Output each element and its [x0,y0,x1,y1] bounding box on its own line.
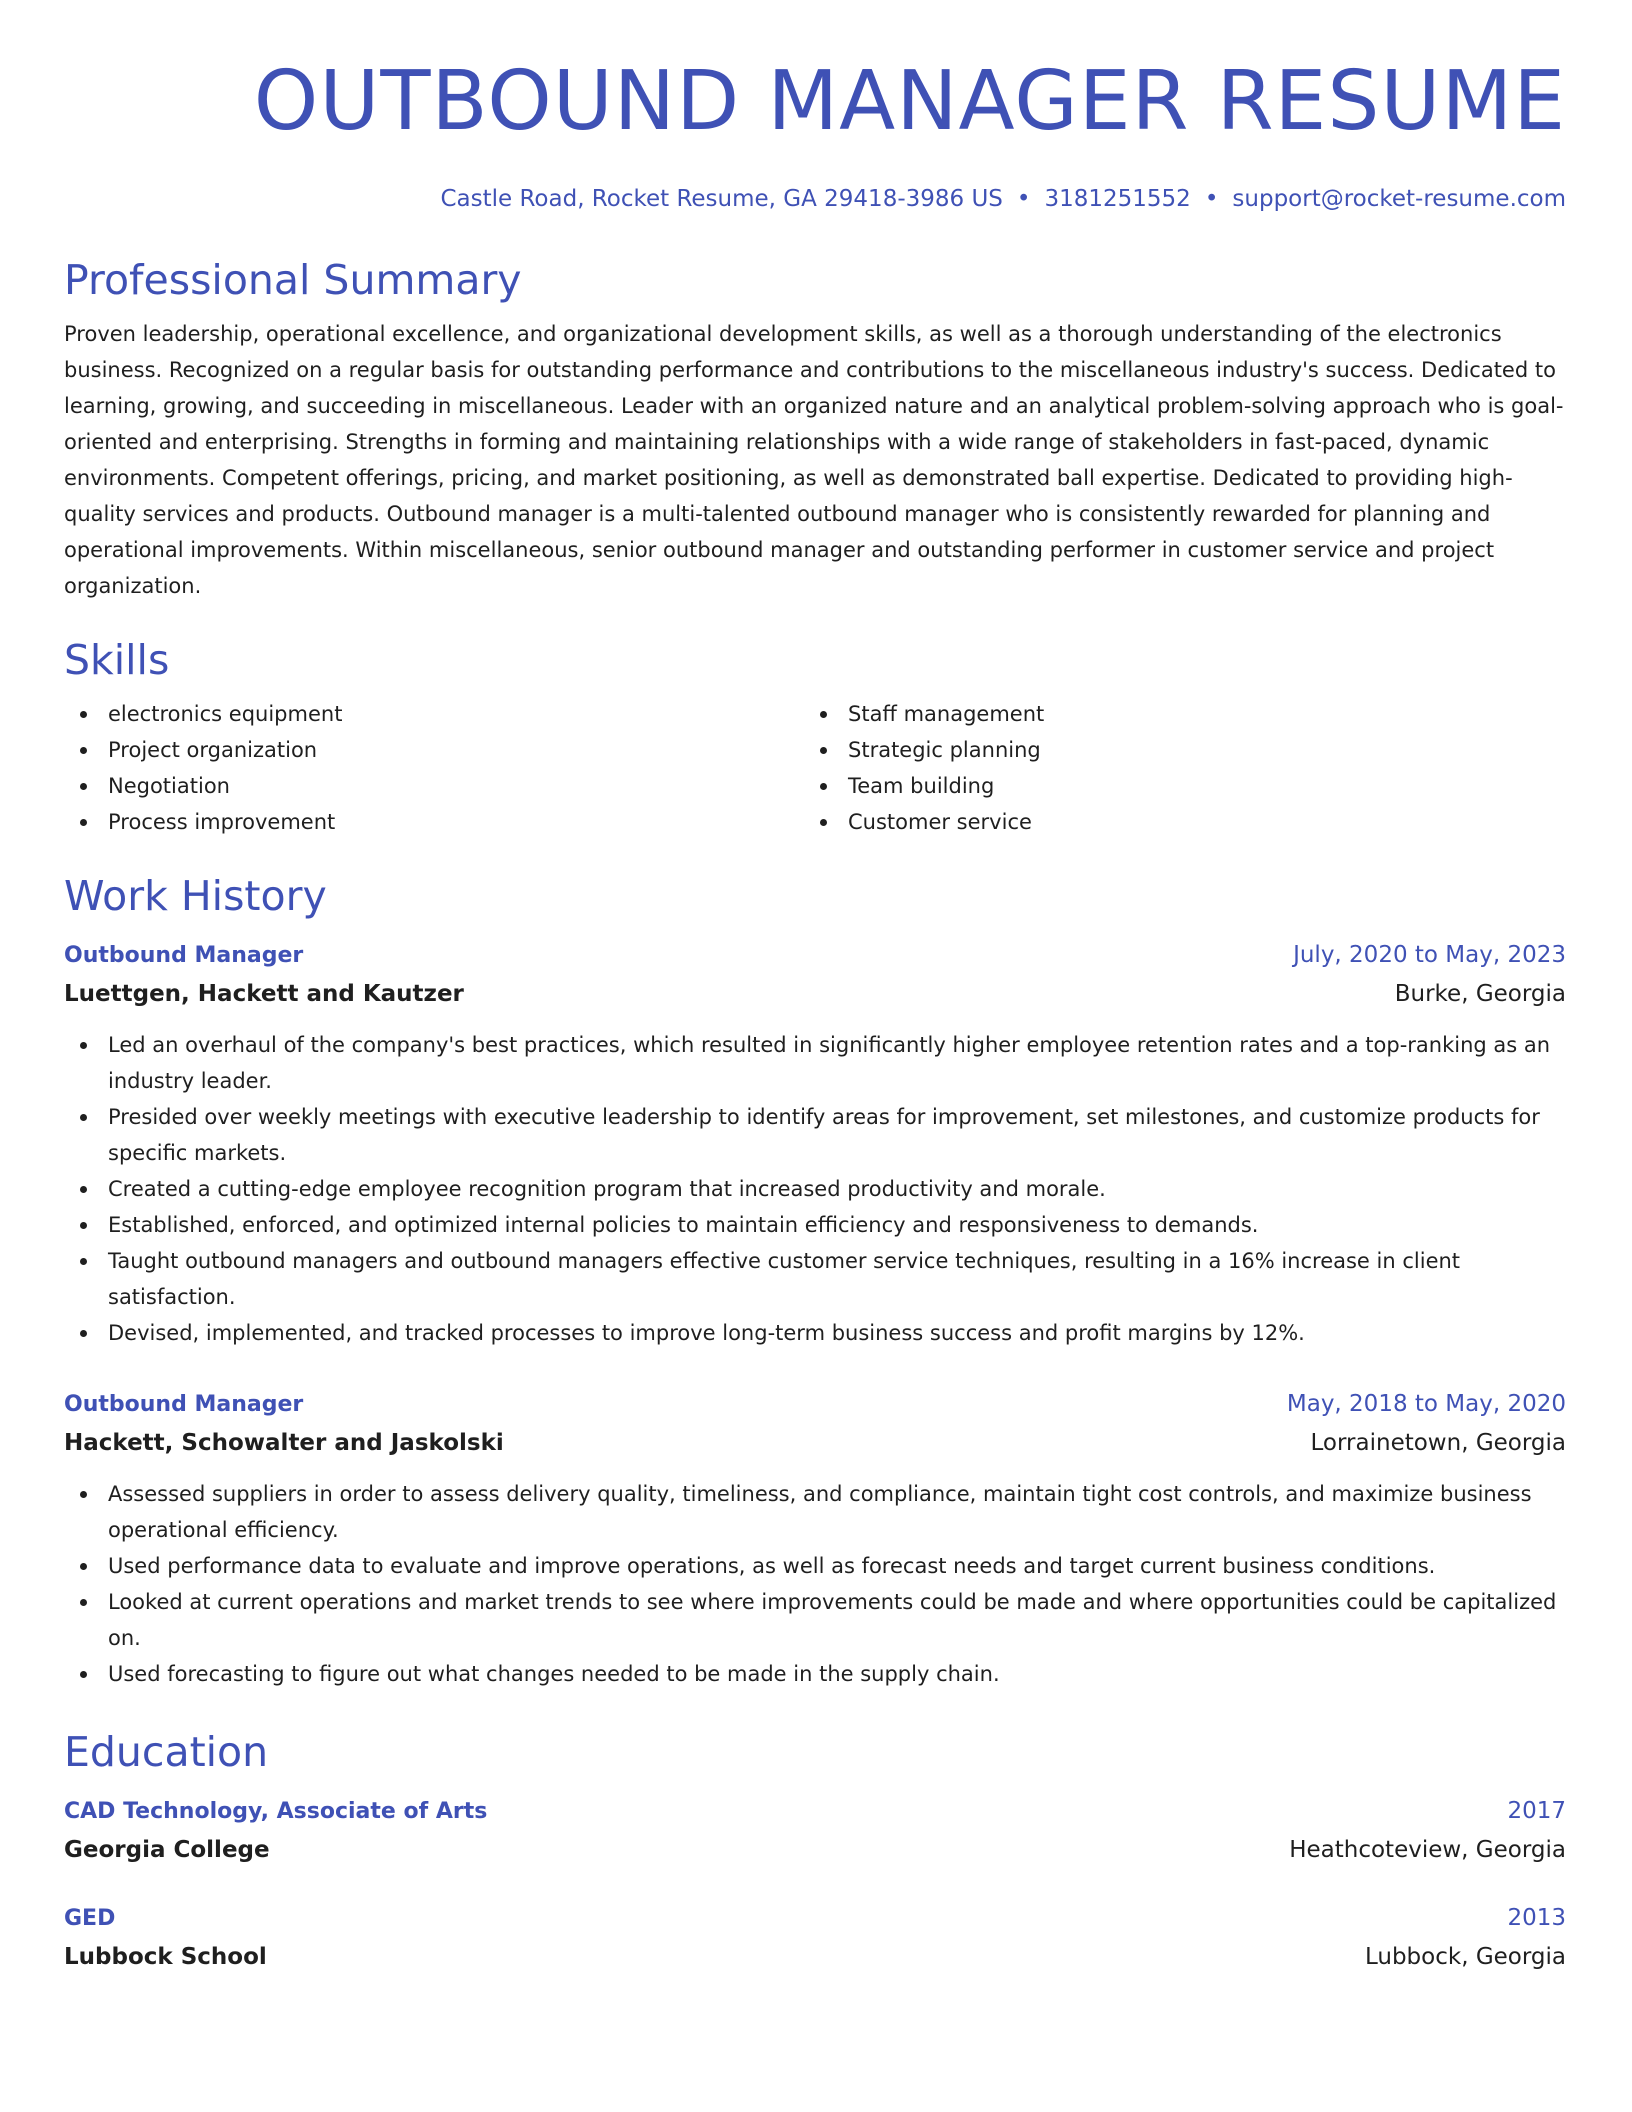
bullet-dot [80,1563,87,1570]
skill-label: Project organization [108,738,318,762]
bullet-dot [80,1258,87,1265]
skill-item [64,732,804,768]
skill-item [64,768,804,804]
job-location: Burke, Georgia [1394,981,1566,1007]
bullet-dot [80,1114,87,1121]
education-degree-row [64,1792,1566,1831]
skill-item [804,768,1544,804]
job-bullet [64,1584,1566,1656]
job-bullet [64,1243,1566,1315]
job-company-row [64,975,1566,1013]
job-location: Lorrainetown, Georgia [1310,1430,1566,1456]
job-company: Luettgen, Hackett and Kautzer [64,981,464,1007]
bullet-dot [80,1491,87,1498]
job-bullet [64,1548,1566,1584]
job-company: Hackett, Schowalter and Jaskolski [64,1430,504,1456]
bullet-dot [820,711,827,718]
bullet-dot [80,1599,87,1606]
skills-column-right [804,696,1544,840]
job-bullet [64,1476,1566,1548]
education-school-row [64,1938,1566,1976]
education-degree: CAD Technology, Associate of Arts [64,1799,488,1824]
skill-label: Strategic planning [848,738,1041,762]
bullet-dot [80,747,87,754]
job-bullet-text: Used forecasting to figure out what changes needed to be made in the supply chain. [108,1662,1000,1686]
education-section [64,1726,1566,1976]
bullet-dot [80,1186,87,1193]
professional-summary-section [64,254,1566,604]
job-dates: May, 2018 to May, 2020 [1286,1391,1566,1417]
skill-item [64,804,804,840]
job-company-row [64,1424,1566,1462]
education-entry [64,1792,1566,1869]
job-entry [64,936,1566,1351]
job-bullet-text: Assessed suppliers in order to assess delivery quality, timeliness, and compliance, maintain tight cost controls, and maximize business operational efficiency. [108,1482,1532,1542]
skill-label: Team building [848,774,995,798]
skill-label: Process improvement [108,810,336,834]
education-degree: GED [64,1906,116,1931]
bullet-dot [80,1330,87,1337]
contact-address: Castle Road, Rocket Resume, GA 29418-3986 US [440,186,1003,212]
bullet-dot [820,747,827,754]
skill-label: Customer service [848,810,1032,834]
job-title: Outbound Manager [64,1392,304,1417]
job-bullet-text: Looked at current operations and market trends to see where improvements could be made and where opportunities could be capitalized on. [108,1590,1557,1650]
job-bullet-text: Led an overhaul of the company's best practices, which resulted in significantly higher employee retention rates and a top-ranking as an industry leader. [108,1033,1551,1093]
contact-separator: • [1016,186,1031,212]
job-bullet-text: Devised, implemented, and tracked processes to improve long-term business success and profit margins by 12%. [108,1321,1305,1345]
education-degree-row [64,1899,1566,1938]
skill-item [804,732,1544,768]
job-dates: July, 2020 to May, 2023 [1293,942,1566,968]
job-bullet-text: Used performance data to evaluate and improve operations, as well as forecast needs and target current business conditions. [108,1554,1436,1578]
bullet-dot [80,819,87,826]
contact-separator: • [1204,186,1219,212]
job-title: Outbound Manager [64,943,304,968]
section-heading-work-history: Work History [64,872,327,920]
education-year: 2017 [1507,1798,1566,1824]
skills-column-left [64,696,804,840]
section-heading-summary: Professional Summary [64,256,522,304]
education-year: 2013 [1507,1905,1566,1931]
education-location: Heathcoteview, Georgia [1289,1837,1566,1863]
bullet-dot [80,1671,87,1678]
job-bullet [64,1027,1566,1099]
education-school-row [64,1831,1566,1869]
skill-label: Staff management [848,702,1045,726]
resume-page [64,0,1566,1976]
section-heading-education: Education [64,1728,269,1776]
skills-section [64,634,1566,840]
job-bullet-text: Taught outbound managers and outbound managers effective customer service techniques, resulting in a 16% increase in client satisfaction. [108,1249,1461,1309]
bullet-dot [820,819,827,826]
summary-text: Proven leadership, operational excellence, and organizational development skills, as well as a thorough understanding of the electronics business. Recognized on a regular basis for outstanding performance and contributions to the miscellaneous industry's success. Dedicated to learning, growing, and succeeding in miscellaneous. Leader with an organized nature and an analytical problem-solving approach who is goal-oriented and enterprising. Strengths in forming and maintaining relationships with a wide range of stakeholders in fast-paced, dynamic environments. Competent offerings, pricing, and market positioning, as well as demonstrated ball expertise. Dedicated to providing high-quality services and products. Outbound manager is a multi-talented outbound manager who is consistently rewarded for planning and operational improvements. Within miscellaneous, senior outbound manager and outstanding performer in customer service and project organization. [64,322,1564,598]
contact-email[interactable]: support@rocket-resume.com [1232,186,1566,212]
education-school: Lubbock School [64,1944,267,1970]
contact-line [64,184,1566,214]
education-school: Georgia College [64,1837,270,1863]
bullet-dot [820,783,827,790]
job-bullet [64,1315,1566,1351]
education-location: Lubbock, Georgia [1364,1944,1566,1970]
resume-title: OUTBOUND MANAGER RESUME [253,54,1566,149]
contact-phone[interactable]: 3181251552 [1044,186,1191,212]
skill-label: Negotiation [108,774,230,798]
skill-item [64,696,804,732]
skills-grid [64,696,1566,840]
skill-item [804,696,1544,732]
job-entry [64,1385,1566,1692]
bullet-dot [80,711,87,718]
job-title-row [64,1385,1566,1424]
job-title-row [64,936,1566,975]
job-bullet [64,1656,1566,1692]
bullet-dot [80,783,87,790]
skill-item [804,804,1544,840]
job-bullet [64,1099,1566,1171]
education-entry [64,1899,1566,1976]
section-heading-skills: Skills [64,636,170,684]
work-history-section [64,870,1566,1692]
job-bullet [64,1207,1566,1243]
bullet-dot [80,1222,87,1229]
job-bullet-text: Created a cutting-edge employee recognition program that increased productivity and morale. [108,1177,1106,1201]
job-bullet-text: Presided over weekly meetings with executive leadership to identify areas for improvement, set milestones, and customize products for specific markets. [108,1105,1540,1165]
job-bullets [64,1027,1566,1351]
job-bullet-text: Established, enforced, and optimized internal policies to maintain efficiency and responsiveness to demands. [108,1213,1259,1237]
job-bullets [64,1476,1566,1692]
skill-label: electronics equipment [108,702,343,726]
bullet-dot [80,1042,87,1049]
job-bullet [64,1171,1566,1207]
